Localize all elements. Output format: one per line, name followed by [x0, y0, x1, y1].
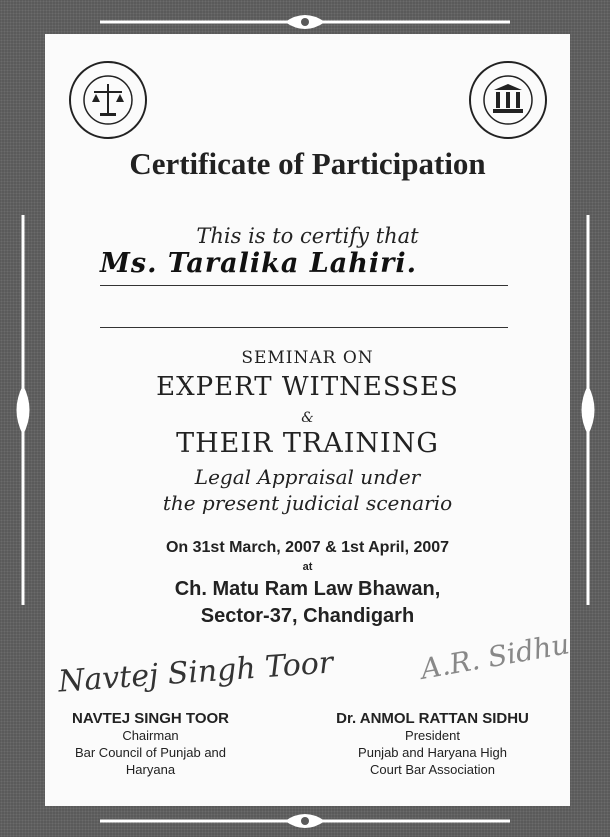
certificate-title: Certificate of Participation	[129, 146, 486, 181]
topic-ampersand: &	[301, 410, 314, 426]
venue-line-2: Sector-37, Chandigarh	[200, 605, 415, 627]
certify-line: This is to certify that	[196, 224, 419, 248]
signatory-right	[300, 710, 565, 778]
signatory-right-org-1: Punjab and Haryana High	[358, 745, 507, 760]
signatory-right-name: Dr. ANMOL RATTAN SIDHU	[336, 710, 529, 727]
event-dates: On 31st March, 2007 & 1st April, 2007	[165, 539, 450, 556]
subtitle-line-1: Legal Appraisal under	[194, 465, 421, 489]
signatory-left	[48, 710, 253, 778]
subtitle-line-2: the present judicial scenario	[162, 491, 453, 515]
blank-underline	[100, 327, 508, 328]
signatory-right-role: President	[405, 728, 460, 743]
bottom-ornament	[100, 809, 510, 833]
signatory-left-org-1: Bar Council of Punjab and	[74, 745, 227, 760]
right-ornament	[575, 215, 601, 605]
signatory-left-name: NAVTEJ SINGH TOOR	[72, 710, 229, 727]
signatory-right-org-2: Court Bar Association	[369, 762, 495, 777]
top-ornament	[100, 10, 510, 34]
venue-line-1: Ch. Matu Ram Law Bhawan,	[174, 578, 441, 600]
signatory-left-role: Chairman	[122, 728, 179, 743]
high-court-bar-seal-icon	[468, 60, 548, 140]
signature-right: A.R. Sidhu	[418, 627, 572, 686]
recipient-underline	[100, 285, 508, 286]
topic-line-2: THEIR TRAINING	[176, 428, 439, 459]
seminar-label: SEMINAR ON	[241, 348, 374, 368]
signature-left: Navtej Singh Toor	[57, 645, 335, 700]
topic-line-1: EXPERT WITNESSES	[156, 372, 459, 402]
signatory-left-org-2: Haryana	[125, 762, 176, 777]
bar-council-seal-icon	[68, 60, 148, 140]
left-ornament	[10, 215, 36, 605]
at-label: at	[302, 561, 313, 573]
recipient-name: Ms. Taralika Lahiri.	[100, 248, 417, 279]
